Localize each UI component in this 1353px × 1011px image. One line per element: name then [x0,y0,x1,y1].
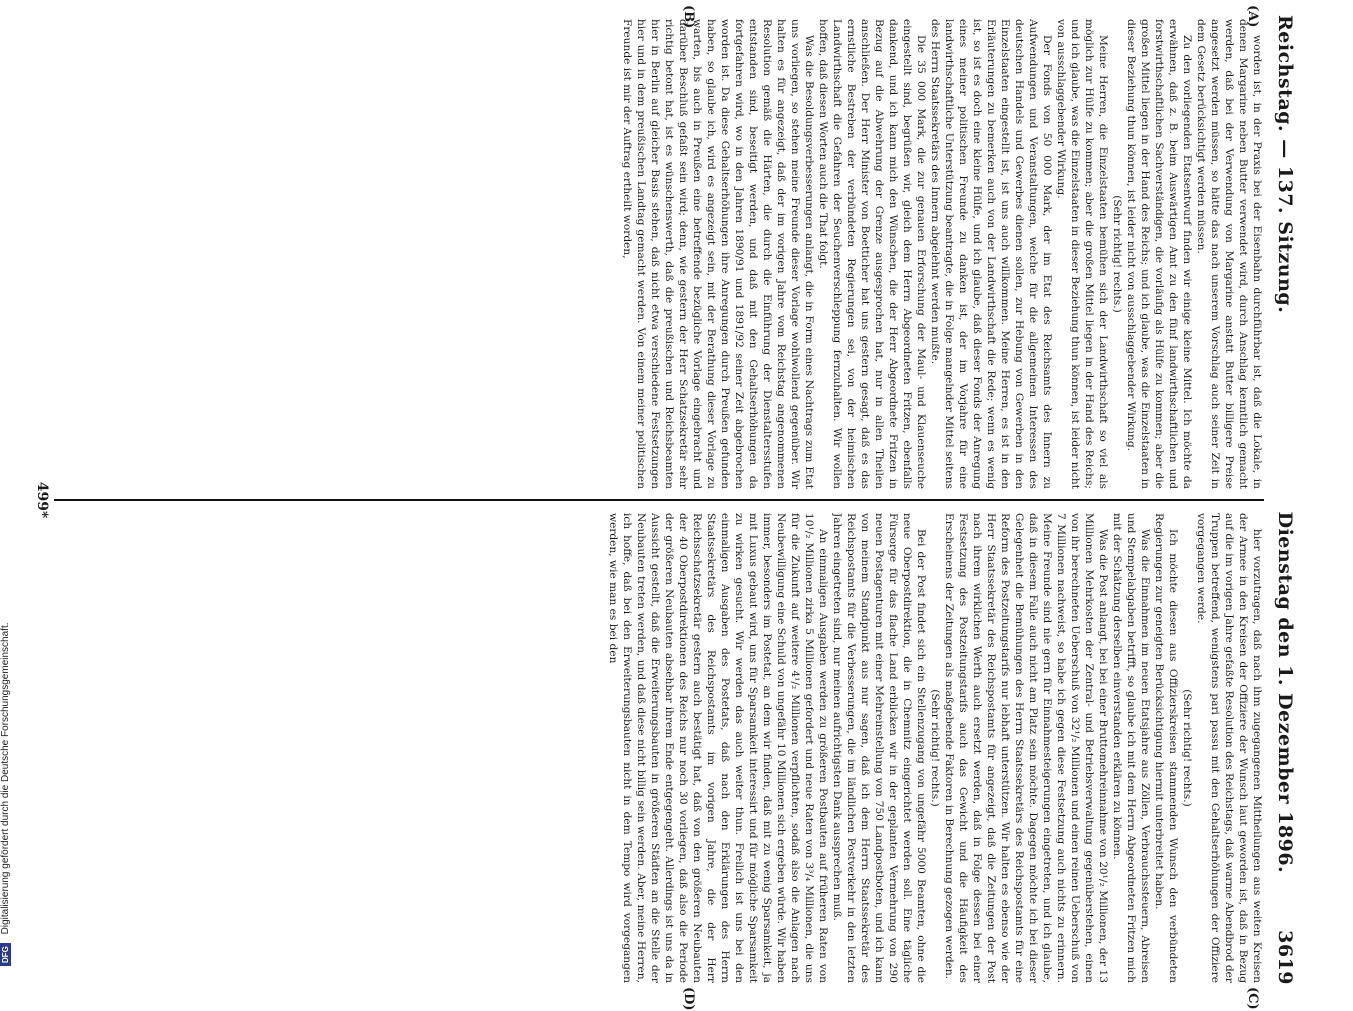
funding-note [0,0,26,966]
margin-marker-c: (C) [1245,987,1260,1010]
dfg-logo: DFG [0,943,11,966]
funding-note-text: Digitalisierung gefördert durch die Deutsche Forschungsgemeinschaft. [0,622,11,935]
paragraph: (Sehr richtig! rechts.) [929,689,941,807]
paragraph: hier vorzutragen, daß nach ihm zugegangenen Mittheilungen aus weiten Kreisen der Armee in den Kreisen der Offiziere der Wunsch laut geworden ist, daß in Bezug auf die im vorigen Jahre gefaßte Resolution des Reichstags, daß warme Abendbrod der Truppen betreffend, wenigstens pari passu mit den Gehaltserhöhungen der Offiziere vorgegangen werde. [1195,513,1263,983]
paragraph: Zu den vorliegenden Etatsentwurf finden wir einige kleine Mittel. Ich möchte da erwähnen, daß z. B. beim Auswärtigen Amt zu den fünf landwirthschaftlichen und forstwirthschaftlichen Sachverständigen, die vorläufig als Hülfe zu kommen; aber die großen Mittel liegen in der Hand des Reichs; und ich glaube, was die Einzelstaaten in dieser Beziehung thun können, ist leider nicht von ausschlaggebender Wirkung. [1125,19,1193,489]
paragraph: Meine Herren, die Einzelstaaten bemühen sich der Landwirthschaft so viel als möglich zur Hülfe zu kommen; aber die großen Mittel liegen in der Hand des Reichs; und ich glaube, was die Einzelstaaten in dieser Beziehung thun können, ist leider nicht von ausschlaggebender Wirkung. [1055,19,1109,489]
paragraph: worden ist, in der Praxis bei der Eisenbahn durchführbar ist, daß die Lokale, in denen Margarine neben Butter verwendet wird, durch Anschlag kenntlich gemacht werden, daß bei der Verwendung von Margarine anstatt Butter billigere Preise angesetzt werden müssen, so hätte das nach unserem Vorschlag auch seiner Zeit in dem Gesetz berücksichtigt werden müssen. [1195,19,1263,489]
paragraph: Was die Besoldungsverbesserungen anlangt, die in Form eines Nachtrags zum Etat uns vorliegen, so stehen meine Freunde dieser Vorlage wohlwollend gegenüber. Wir halten es für angezeigt, daß der im vorigen Jahre vom Reichstag angenommenen Resolution gemäß die Härten, die durch die Einführung der Dienstaltersstufen entstanden sind, beseitigt werden, und daß mit den Gehaltserhöhungen da fortgefahren wird, wo in den Jahren 1890/91 und 1891/92 seiner Zeit abgebrochen worden ist. Da diese Gehaltserhöhungen ihre Anregungen durch Preußen gefunden haben, so glaube ich, wird es angezeigt sein, mit der Berathung dieser Vorlage zu warten, bis auch in Preußen eine betreffende bezügliche Vorlage eingebracht und darüber Beschluß gefaßt sein wird; denn, wie gestern der Herr Schatzsekretär sehr richtig betont hat, ist es wünschenswerth, daß die preußischen und Reichsbeamten hier in Berlin auf gleicher Basis stehen, daß nicht etwa verschiedene Festsetzungen hier und in dem preußischen Landtag gemacht werden. Von einem meiner politischen Freunde ist mir der Auftrag ertheilt worden, [621,19,815,489]
header-left: Reichstag. — 137. Sitzung. [1274,15,1296,314]
paragraph: Was die Post anlangt, bei bei einer Bruttomehreinnahme von 20¹/₂ Millionen, der 13 Millionen Mehrkosten der Zentral- und Betriebsverwaltung gegenüberstehen, einen von ihr berechneten Ueberschuß von 32¹/₂ Millionen und einen reinen Ueberschuß von 7 Millionen nachweist, so habe ich gegen diese Festsetzung auch nichts zu erinnern. Meine Freunde sind nie gern für Einnahmesteigerungen eingetreten, und ich glaube, daß in diesem Falle auch nicht am Platz sein möchte. Dagegen möchte ich bei dieser Gelegenheit die Bemühungen des Herrn Staatssekretärs des Reichspostamts für eine Reform des Postzeitungstarifs nur lebhaft unterstützen. Wir halten es ebenso wie der Herr Staatssekretär des Reichspostamts für angezeigt, daß die Zeitungen der Post nach ihrem wirklichen Werth auch ersetzt werden, daß in Folge dessen bei einer Festsetzung des Postzeitungstarifs auch das Gewicht und die Häufigkeit des Erscheinens der Zeitungen als maßgebende Faktoren in Berechnung gezogen werden. [943,513,1109,983]
paragraph: (Sehr richtig! rechts.) [1111,195,1123,313]
paragraph: Was die Einnahmen im neuen Etatsjahre aus Zöllen, Verbrauchssteuern, Abreisen und Stempelabgaben betrifft, so glaube ich mit dem Herrn Abgeordneten Fritzen mich mit der Schätzung derselben einverstanden erklären zu können. [1111,513,1151,983]
paragraph: Ich möchte diesen aus Offizierskreisen stammenden Wunsch den verbündeten Regierungen zur geneigten Berücksichtigung hiermit unterbreitet haben. [1153,513,1179,983]
paragraph: (Sehr richtig! rechts.) [1181,689,1193,807]
header-right [1274,512,1296,985]
paragraph: Der Fonds von 50 000 Mark, der im Etat des Reichsamts des Innern zu Aufwendungen und Veranstaltungen, welche für die allgemeinen Interessen des deutschen Handels und Gewerbes dienen sollen, zur Hebung von Gewerben in den Einzelstaaten eingestellt ist, ist uns auch willkommen. Meine Herren, es ist in den Erläuterungen zu bemerken auch von der Landwirthschaft die Rede; wenn es wenig ist, so ist es doch eine kleine Hülfe, und ich glaube, daß dieser Fonds der Anregung eines meiner politischen Freunde zu danken ist, der im Vorjahre für eine landwirthschaftliche Unterstützung beantragte, die in Folge mangelnder Mittel seitens des Herrn Staatssekretärs des Innern abgelehnt werden mußte. [929,19,1053,489]
column-divider [54,499,1264,501]
header-date: Dienstag den 1. Dezember 1896. [1274,511,1296,874]
page-number: 3619 [1274,930,1296,985]
margin-marker-b: (B) [681,5,696,29]
paragraph: Bei der Post findet sich ein Stellenzugang von ungefähr 5000 Beamten, ohne die neue Oberpostdirektion, die in Chemnitz eingerichtet werden soll. Eine tägliche Fürsorge für das flache Land erblicken wir in der geplanten Vermehrung von 290 neuen Postagenturen mit einer Mehreinstellung von 750 Landpostboten, und ich kann von meinem Standpunkt aus nur sagen, daß ich dem Herrn Staatssekretär des Reichspostamts für die Verbesserungen, die im ländlichen Postverkehr in den letzten Jahren eingetreten sind, nur meinen aufrichtigsten Dank aussprechen muß. [831,513,927,983]
page-signature: 499* [34,481,50,519]
right-text-column [64,513,1264,983]
margin-marker-d: (D) [681,987,696,1011]
paragraph: Die 35 000 Mark, die zur genauen Erforschung der Maul- und Klauenseuche eingestellt sind, begrüßen wir, gleich dem Herrn Abgeordneten Fritzen, ebenfalls dankend, und ich kann mich den Wünschen, die der Herr Abgeordnete Fritzen in Bezug auf die Abwehrung der Grenze ausgesprochen hat, nur in allen Theilen anschließen. Der Herr Minister von Boetticher hat uns gestern gesagt, daß es das ernstliche Bestreben der verbündeten Regierungen sei, von der heimischen Landwirthschaft die Gefahren der Seuchenverschleppung fernzuhalten. Wir wollen hoffen, daß diesen Worten auch die That folgt. [817,19,927,489]
margin-marker-a: (A) [1245,5,1260,28]
paragraph: An einmaligen Ausgaben werden zu größeren Postbauten auf früheren Raten von 10¹/₂ Millionen zirka 5 Millionen gefordert und neue Raten von 3³/₄ Millionen, die uns für die Zukunft auf weitere 4¹/₂ Millionen verpflichten, sodaß also die Anlagen nach Neubewilligung eine Schuld von ungefähr 10 Millionen sich ergeben würde. Wir haben immer, besonders im Postetat, an dem wir finden, daß mit zu wenig Sparsamkeit, ja mit Luxus gebaut wird, uns für Sparsamkeit interessirt und für mögliche Sparsamkeit zu wirken gesucht. Wir werden das auch weiter thun. Freilich ist uns bei den einmaligen Ausgaben des Postetats, daß nach den Erklärungen des Herrn Staatssekretärs des Reichspostamts im vorigen Jahre, die der Herr Reichsschatzsekretär gestern auch bestätigt hat, daß von den größeren Neubauten der 40 Oberpostdirektionen des Reichs nur noch 30 vorliegen, daß also die Periode der größeren Neubauten absehbar ihrem Ende entgegengeht. Allerdings ist uns da in Aussicht gestellt, daß die Erweiterungsbauten in größeren Städten an die Stelle der Neubauten treten werden, und daß diese nicht billig sein werden. Aber, meine Herren, ich hoffe, daß bei den Erweiterungsbauten nicht in dem Tempo wird vorgegangen werden, wie man es bei den [607,513,829,983]
page-header [1268,15,1296,985]
left-text-column [64,19,1264,489]
rotated-page [10,5,1300,1011]
